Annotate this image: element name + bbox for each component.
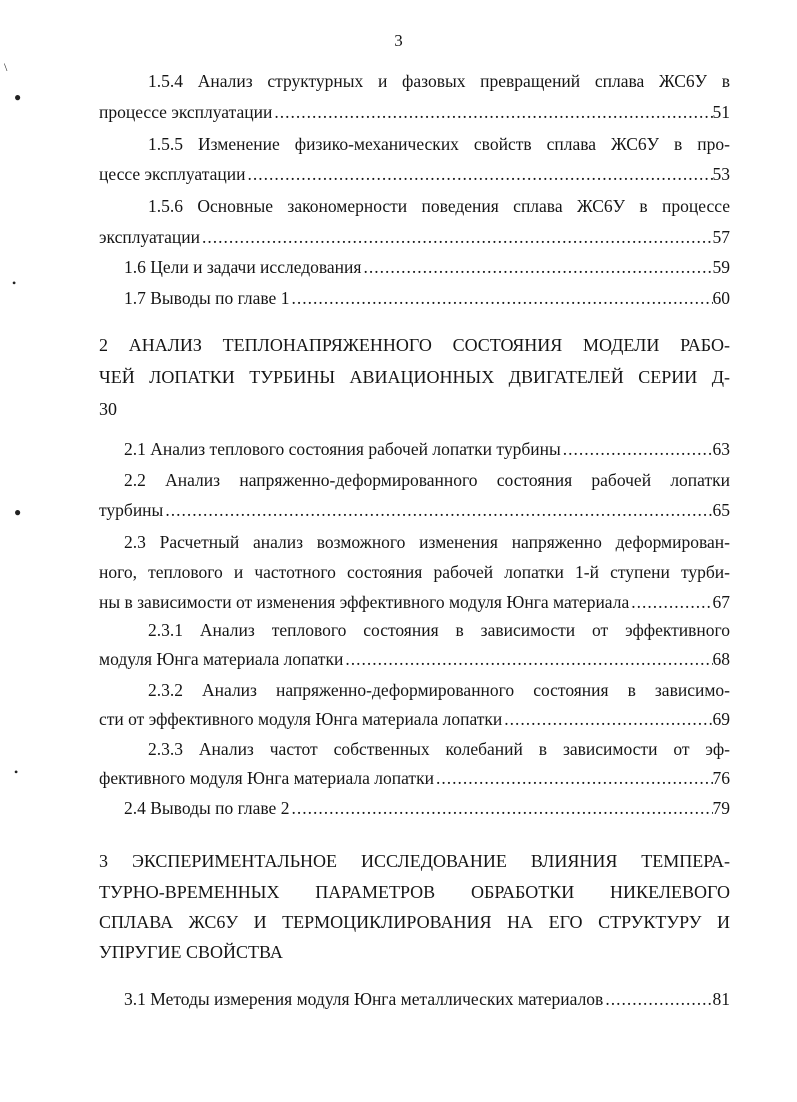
toc-entry-2-3-2-line1: [148, 679, 730, 701]
toc-text: 2.3.3 Анализ частот собственных колебаний в зависимости от эф-: [148, 739, 730, 759]
toc-text: 2.4 Выводы по главе 2: [124, 798, 290, 818]
toc-page-number: 59: [712, 257, 730, 277]
dot-leader: [245, 163, 712, 185]
toc-entry-1-5-6-line2: [99, 226, 730, 248]
chapter-heading-text: 30: [99, 399, 117, 419]
dot-leader: [502, 708, 712, 730]
chapter-heading-text: УПРУГИЕ СВОЙСТВА: [99, 942, 283, 962]
toc-page-number: 60: [712, 288, 730, 308]
toc-entry-2-3-line1: [124, 531, 730, 553]
toc-text: 1.7 Выводы по главе 1: [124, 288, 290, 308]
toc-page-number: 67: [712, 592, 730, 612]
toc-entry-2-3-3-line2: [99, 767, 730, 789]
toc-text: 1.5.4 Анализ структурных и фазовых превращений сплава ЖС6У в: [148, 71, 730, 91]
toc-entry-1-5-4-line1: [148, 70, 730, 92]
toc-entry-2-1: [124, 438, 730, 460]
toc-text: цессе эксплуатации: [99, 164, 246, 184]
toc-page-number: 51: [712, 102, 730, 122]
toc-entry-3-1: [124, 988, 730, 1010]
scan-speck-mark: •: [14, 765, 19, 779]
toc-entry-1-6: [124, 256, 730, 278]
page-number: 3: [394, 31, 403, 50]
toc-entry-1-5-6-line1: [148, 195, 730, 217]
toc-entry-2-3-line2: [99, 561, 730, 583]
toc-text: ного, теплового и частотного состояния рабочей лопатки 1-й ступени турби-: [99, 562, 730, 582]
toc-entry-2-3-1-line2: [99, 648, 730, 670]
chapter-2-heading-line3: [99, 398, 730, 420]
toc-page-number: 69: [712, 709, 730, 729]
toc-entry-1-5-5-line2: [99, 163, 730, 185]
dot-leader: [603, 988, 712, 1010]
toc-page-number: 76: [712, 768, 730, 788]
toc-text: 2.3.2 Анализ напряженно-деформированного состояния в зависимо-: [148, 680, 730, 700]
toc-entry-2-3-2-line2: [99, 708, 730, 730]
toc-entry-2-4: [124, 797, 730, 819]
toc-entry-1-5-4-line2: [99, 101, 730, 123]
toc-text: 2.2 Анализ напряженно-деформированного состояния рабочей лопатки: [124, 470, 730, 490]
toc-page-number: 65: [712, 500, 730, 520]
toc-text: модуля Юнга материала лопатки: [99, 649, 344, 669]
toc-text: 2.1 Анализ теплового состояния рабочей лопатки турбины: [124, 439, 561, 459]
dot-leader: [343, 648, 712, 670]
toc-entry-1-5-5-line1: [148, 133, 730, 155]
dot-leader: [561, 438, 713, 460]
toc-page-number: 81: [712, 989, 730, 1009]
chapter-2-heading-line2: [99, 366, 730, 388]
toc-text: сти от эффективного модуля Юнга материала лопатки: [99, 709, 503, 729]
dot-leader: [289, 287, 712, 309]
toc-entry-2-2-line1: [124, 469, 730, 491]
toc-text: фективного модуля Юнга материала лопатки: [99, 768, 434, 788]
chapter-3-heading-line2: [99, 881, 730, 903]
dot-leader: [434, 767, 713, 789]
chapter-heading-text: ТУРНО-ВРЕМЕННЫХ ПАРАМЕТРОВ ОБРАБОТКИ НИКЕЛЕВОГО: [99, 882, 730, 902]
chapter-heading-text: 2 АНАЛИЗ ТЕПЛОНАПРЯЖЕННОГО СОСТОЯНИЯ МОДЕЛИ РАБО-: [99, 335, 730, 355]
chapter-3-heading-line3: [99, 911, 730, 933]
toc-text: 2.3.1 Анализ теплового состояния в зависимости от эффективного: [148, 620, 730, 640]
toc-text: 1.5.5 Изменение физико-механических свойств сплава ЖС6У в про-: [148, 134, 730, 154]
toc-page-number: 63: [712, 439, 730, 459]
scan-speck-mark: ●: [14, 505, 22, 519]
dot-leader: [163, 499, 712, 521]
chapter-heading-text: ЧЕЙ ЛОПАТКИ ТУРБИНЫ АВИАЦИОННЫХ ДВИГАТЕЛЕЙ СЕРИИ Д-: [99, 367, 730, 387]
chapter-heading-text: 3 ЭКСПЕРИМЕНТАЛЬНОЕ ИССЛЕДОВАНИЕ ВЛИЯНИЯ ТЕМПЕРА-: [99, 851, 730, 871]
dot-leader: [272, 101, 712, 123]
toc-text: ны в зависимости от изменения эффективного модуля Юнга материала: [99, 592, 630, 612]
chapter-3-heading-line1: [99, 850, 730, 872]
toc-text: 2.3 Расчетный анализ возможного изменения напряженно деформирован-: [124, 532, 730, 552]
scan-speck-mark: ●: [14, 90, 22, 104]
dot-leader: [629, 591, 712, 613]
toc-entry-1-7: [124, 287, 730, 309]
toc-page-number: 68: [712, 649, 730, 669]
dot-leader: [361, 256, 712, 278]
toc-entry-2-3-3-line1: [148, 738, 730, 760]
toc-text: 3.1 Методы измерения модуля Юнга металлических материалов: [124, 989, 604, 1009]
dot-leader: [289, 797, 712, 819]
chapter-heading-text: СПЛАВА ЖС6У И ТЕРМОЦИКЛИРОВАНИЯ НА ЕГО СТРУКТУРУ И: [99, 912, 730, 932]
chapter-3-heading-line4: [99, 941, 730, 963]
toc-text: процессе эксплуатации: [99, 102, 273, 122]
toc-entry-2-3-line3: [99, 591, 730, 613]
toc-entry-2-3-1-line1: [148, 619, 730, 641]
scan-speck-mark: •: [12, 276, 17, 290]
chapter-2-heading-line1: [99, 334, 730, 356]
toc-text: 1.5.6 Основные закономерности поведения сплава ЖС6У в процессе: [148, 196, 730, 216]
toc-text: эксплуатации: [99, 227, 201, 247]
toc-entry-2-2-line2: [99, 499, 730, 521]
toc-page-number: 57: [712, 227, 730, 247]
toc-text: 1.6 Цели и задачи исследования: [124, 257, 362, 277]
dot-leader: [200, 226, 712, 248]
scan-speck-mark: \: [4, 60, 8, 74]
toc-text: турбины: [99, 500, 164, 520]
toc-page-number: 53: [712, 164, 730, 184]
toc-page-number: 79: [712, 798, 730, 818]
